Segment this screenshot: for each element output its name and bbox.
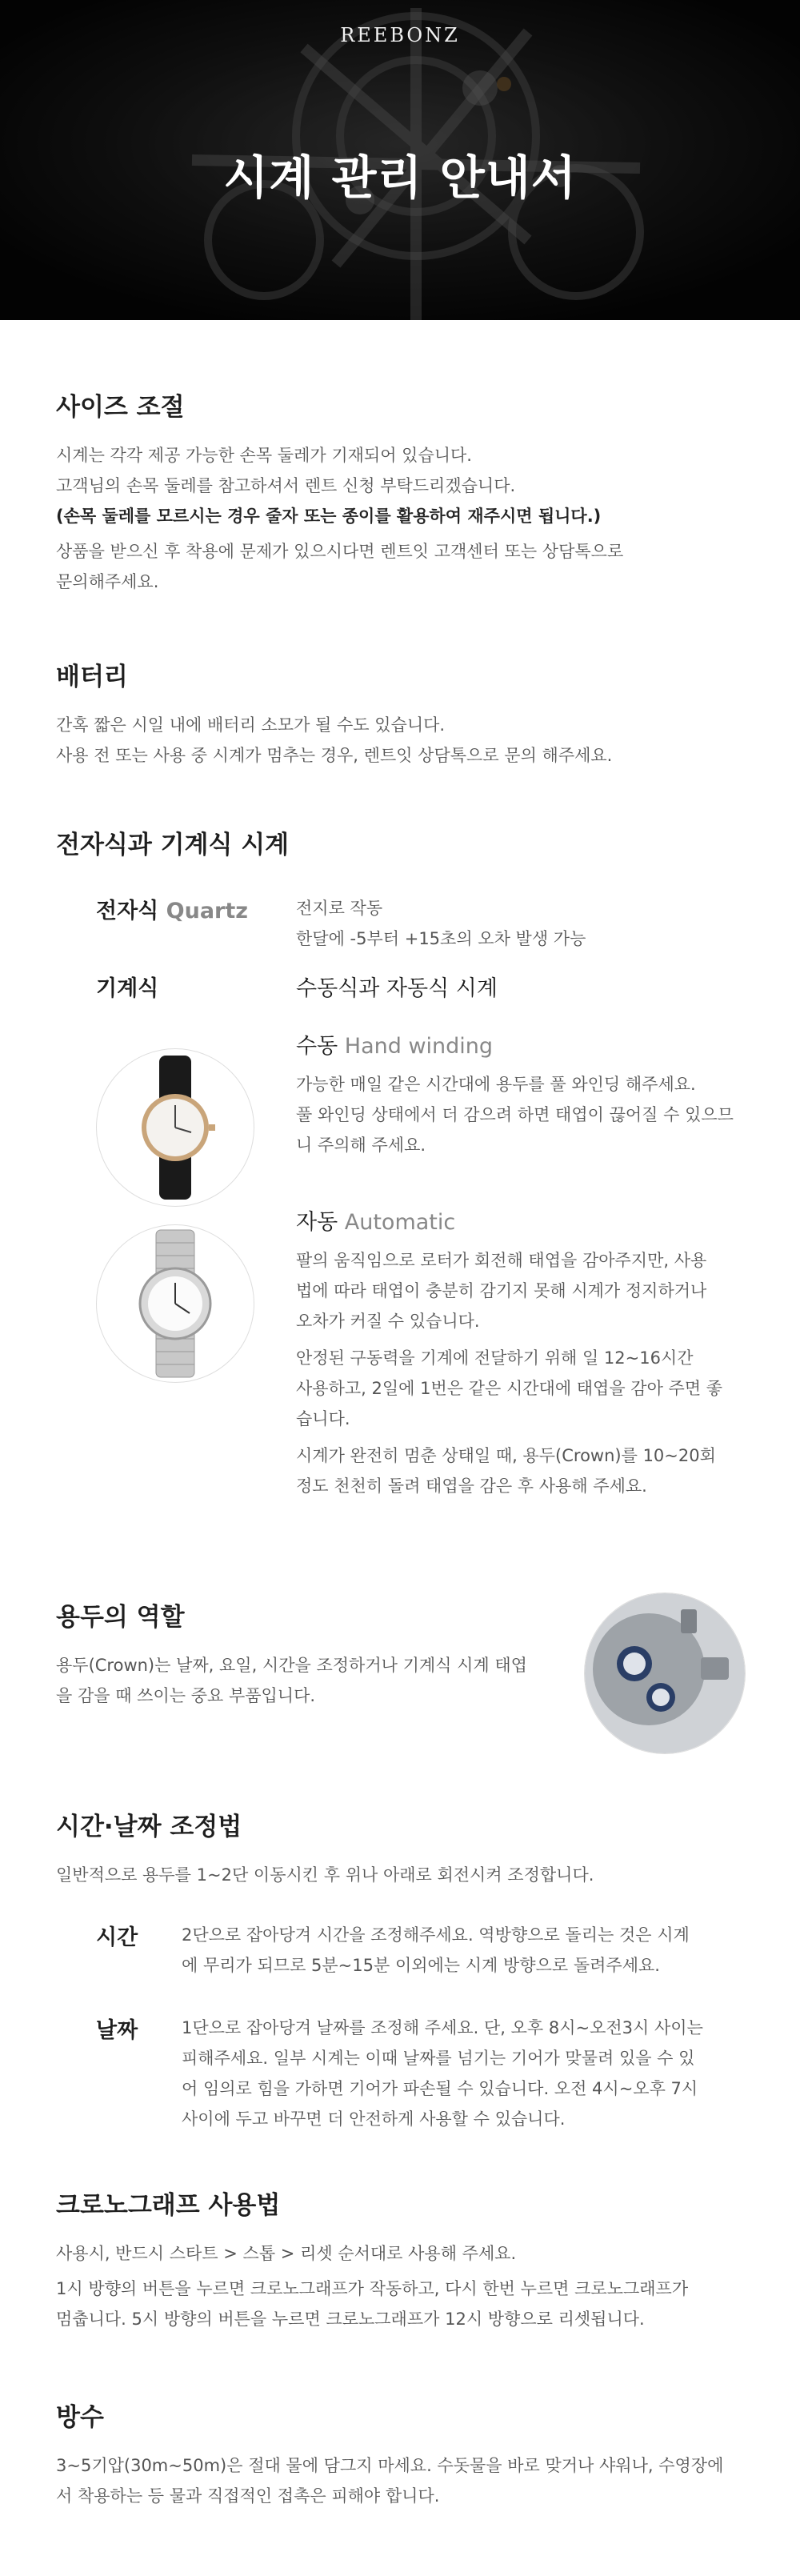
body-text: 2단으로 잡아당겨 시간을 조정해주세요. 역방향으로 돌리는 것은 시계 [182,1925,690,1945]
body-text: 전지로 작동 [296,899,383,918]
auto-label-ko: 자동 [296,1210,338,1235]
steel-watch-illustration [97,1225,254,1382]
date-label: 날짜 [96,2018,138,2043]
body-text: 습니다. [296,1409,350,1428]
body-text: 법에 따라 태엽이 충분히 감기지 못해 시계가 정지하거나 [296,1281,707,1300]
leather-watch-illustration [97,1049,254,1206]
body-text: 팔의 움직임으로 로터가 회전해 태엽을 감아주지만, 사용 [296,1251,707,1270]
body-text: 멈춥니다. 5시 방향의 버튼을 누르면 크로노그래프가 12시 방향으로 리셋됩니다. [56,2310,645,2329]
quartz-label-en: Quartz [166,899,248,923]
body-text: 상품을 받으신 후 착용에 문제가 있으시다면 렌트잇 고객센터 또는 상담톡으로 [56,542,624,561]
automatic-label [296,1204,455,1236]
section-title: 용두의 역할 [56,1603,185,1632]
body-text: 에 무리가 되므로 5분~15분 이외에는 시계 방향으로 돌려주세요. [182,1956,660,1975]
quartz-label-ko: 전자식 [96,899,159,923]
section-adjust [56,1806,744,2129]
body-text: 간혹 짧은 시일 내에 배터리 소모가 될 수도 있습니다. [56,715,446,735]
body-text-emphasis: (손목 둘레를 모르시는 경우 줄자 또는 종이를 활용하여 재주시면 됩니다.) [56,507,602,526]
body-text: 서 착용하는 등 물과 직접적인 접촉은 피해야 합니다. [56,2486,440,2506]
body-text: 사이에 두고 바꾸면 더 안전하게 사용할 수 있습니다. [182,2109,566,2129]
body-text: 피해주세요. 일부 시계는 이때 날짜를 넘기는 기어가 맞물려 있을 수 있 [182,2049,695,2068]
guide-content [0,320,800,2576]
mechanical-desc: 수동식과 자동식 시계 [296,976,498,1001]
section-water-resistance [56,2397,744,2511]
section-title: 크로노그래프 사용법 [56,2191,281,2220]
body-text: 가능한 매일 같은 시간대에 용두를 풀 와인딩 해주세요. [296,1075,696,1094]
body-text: 일반적으로 용두를 1~2단 이동시킨 후 위나 아래로 회전시켜 조정합니다. [56,1865,594,1885]
body-text: 정도 천천히 돌려 태엽을 감은 후 사용해 주세요. [296,1476,647,1496]
automatic-desc [296,1245,760,1501]
section-battery [56,656,744,771]
body-text: 니 주의해 주세요. [296,1136,426,1155]
body-text: 3~5기압(30m~50m)은 절대 물에 담그지 마세요. 수돗물을 바로 맞거나 샤워나, 수영장에 [56,2456,724,2475]
hand-winding-watch-image [96,1048,254,1207]
section-title: 전자식과 기계식 시계 [56,831,290,859]
mechanical-label: 기계식 [96,976,159,1001]
chronograph-crown-illustration [585,1593,745,1753]
body-text: 문의해주세요. [56,572,159,591]
section-size [56,387,744,597]
time-label: 시간 [96,1925,138,1950]
section-title: 배터리 [56,663,128,691]
date-desc [182,2013,758,2134]
time-desc [182,1920,758,1981]
automatic-watch-image [96,1224,254,1383]
body-text: 고객님의 손목 둘레를 참고하셔서 렌트 신청 부탁드리겠습니다. [56,476,516,495]
body-text: 시계가 완전히 멈춘 상태일 때, 용두(Crown)를 10~20회 [296,1446,716,1465]
body-text: 한달에 -5부터 +15초의 오차 발생 가능 [296,929,586,948]
brand-logo: REEBONZ [340,24,460,46]
section-chronograph [56,2185,744,2334]
body-text: 1단으로 잡아당겨 날짜를 조정해 주세요. 단, 오후 8시~오전3시 사이는 [182,2018,703,2037]
body-text: 을 감을 때 쓰이는 중요 부품입니다. [56,1686,316,1705]
hand-label-ko: 수동 [296,1034,338,1059]
page-title: 시계 관리 안내서 [223,150,577,205]
hand-winding-desc [296,1069,744,1160]
quartz-desc [296,893,586,954]
body-text: 오차가 커질 수 있습니다. [296,1312,480,1331]
section-title: 시간·날짜 조정법 [56,1813,242,1841]
body-text: 풀 와인딩 상태에서 더 감으려 하면 태엽이 끊어질 수 있으므 [296,1105,734,1124]
body-text: 안정된 구동력을 기계에 전달하기 위해 일 12~16시간 [296,1348,694,1368]
body-text: 사용하고, 2일에 1번은 같은 시간대에 태엽을 감아 주면 좋 [296,1379,723,1398]
hand-label-en: Hand winding [344,1034,494,1059]
crown-watch-image [584,1592,746,1754]
body-text: 사용 전 또는 사용 중 시계가 멈추는 경우, 렌트잇 상담톡으로 문의 해주세요. [56,746,613,765]
hand-winding-label [296,1028,493,1060]
section-title: 방수 [56,2403,104,2432]
body-text: 1시 방향의 버튼을 누르면 크로노그래프가 작동하고, 다시 한번 누르면 크로노그래프가 [56,2279,689,2298]
body-text: 용두(Crown)는 날짜, 요일, 시간을 조정하거나 기계식 시계 태엽 [56,1656,527,1675]
quartz-label [96,893,248,924]
hero-banner [0,0,800,320]
body-text: 사용시, 반드시 스타트 > 스톱 > 리셋 순서대로 사용해 주세요. [56,2244,517,2263]
section-title: 사이즈 조절 [56,393,185,422]
body-text: 시계는 각각 제공 가능한 손목 둘레가 기재되어 있습니다. [56,446,472,465]
auto-label-en: Automatic [344,1210,456,1235]
body-text: 어 임의로 힘을 가하면 기어가 파손될 수 있습니다. 오전 4시~오후 7시 [182,2079,698,2098]
